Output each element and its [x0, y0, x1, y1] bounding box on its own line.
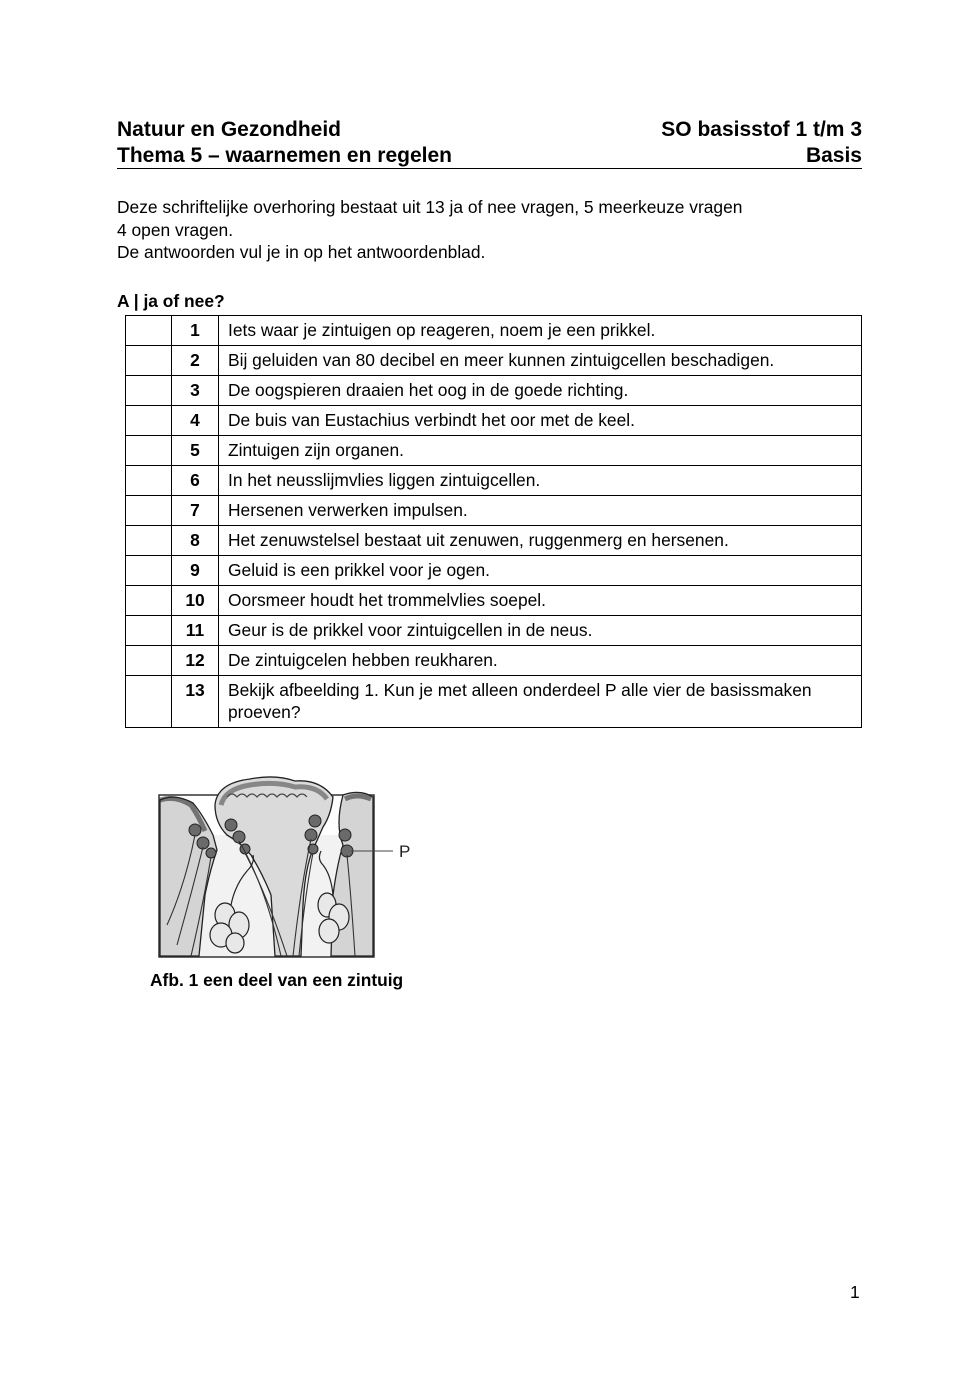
question-row [126, 346, 862, 376]
taste-bud-figure [155, 775, 415, 960]
question-row [126, 556, 862, 586]
answer-cell [126, 346, 172, 376]
question-number: 4 [172, 406, 219, 436]
header-bottom-row [117, 143, 862, 169]
question-text: In het neusslijmvlies liggen zintuigcellen. [219, 466, 862, 496]
intro-line-3: De antwoorden vul je in op het antwoordenblad. [117, 242, 486, 262]
intro-line-2: 4 open vragen. [117, 219, 234, 240]
question-row [126, 526, 862, 556]
questions-table-body [126, 316, 862, 728]
question-number: 3 [172, 376, 219, 406]
question-row [126, 466, 862, 496]
intro-text [117, 196, 857, 264]
subject-title: Natuur en Gezondheid [117, 118, 342, 141]
taste-bud [225, 819, 237, 831]
answer-cell [126, 526, 172, 556]
question-number: 2 [172, 346, 219, 376]
question-text: Iets waar je zintuigen op reageren, noem je een prikkel. [219, 316, 862, 346]
taste-bud [339, 829, 351, 841]
question-number: 11 [172, 616, 219, 646]
answer-cell [126, 436, 172, 466]
question-text: Bekijk afbeelding 1. Kun je met alleen onderdeel P alle vier de basissmaken proeven? [219, 676, 862, 728]
question-row [126, 436, 862, 466]
question-text: Geur is de prikkel voor zintuigcellen in de neus. [219, 616, 862, 646]
question-row [126, 646, 862, 676]
taste-bud [189, 824, 201, 836]
question-row [126, 406, 862, 436]
answer-cell [126, 676, 172, 728]
header-top-row [117, 116, 862, 143]
question-number: 9 [172, 556, 219, 586]
question-row [126, 376, 862, 406]
label-p: P [399, 842, 411, 861]
question-text: Bij geluiden van 80 decibel en meer kunnen zintuigcellen beschadigen. [219, 346, 862, 376]
answer-cell [126, 466, 172, 496]
page-number: 1 [850, 1282, 860, 1302]
question-text: De oogspieren draaien het oog in de goede richting. [219, 376, 862, 406]
question-number: 1 [172, 316, 219, 346]
answer-cell [126, 406, 172, 436]
question-text: De zintuigcelen hebben reukharen. [219, 646, 862, 676]
gland-lobe [226, 933, 244, 953]
question-number: 10 [172, 586, 219, 616]
question-text: Het zenuwstelsel bestaat uit zenuwen, ruggenmerg en hersenen. [219, 526, 862, 556]
question-text: Geluid is een prikkel voor je ogen. [219, 556, 862, 586]
question-text: De buis van Eustachius verbindt het oor met de keel. [219, 406, 862, 436]
question-text: Hersenen verwerken impulsen. [219, 496, 862, 526]
answer-cell [126, 316, 172, 346]
question-number: 12 [172, 646, 219, 676]
question-row [126, 316, 862, 346]
section-a-title: A | ja of nee? [117, 291, 225, 311]
question-row [126, 616, 862, 646]
document-header [117, 116, 862, 169]
theme-title: Thema 5 – waarnemen en regelen [117, 144, 452, 167]
question-number: 5 [172, 436, 219, 466]
intro-line-1: Deze schriftelijke overhoring bestaat uit 13 ja of nee vragen, 5 meerkeuze vragen [117, 197, 743, 217]
tongue-papilla-illustration [155, 775, 415, 960]
question-text: Oorsmeer houdt het trommelvlies soepel. [219, 586, 862, 616]
question-number: 13 [172, 676, 219, 728]
question-number: 7 [172, 496, 219, 526]
answer-cell [126, 496, 172, 526]
answer-cell [126, 556, 172, 586]
figure-caption: Afb. 1 een deel van een zintuig [150, 970, 404, 990]
questions-table [125, 315, 862, 728]
question-row [126, 676, 862, 728]
level-label: Basis [805, 144, 862, 167]
question-number: 8 [172, 526, 219, 556]
question-row [126, 586, 862, 616]
taste-bud [309, 815, 321, 827]
answer-cell [126, 376, 172, 406]
gland-lobe [319, 919, 339, 943]
answer-cell [126, 586, 172, 616]
answer-cell [126, 646, 172, 676]
question-number: 6 [172, 466, 219, 496]
test-title: SO basisstof 1 t/m 3 [661, 118, 862, 141]
question-text: Zintuigen zijn organen. [219, 436, 862, 466]
answer-cell [126, 616, 172, 646]
question-row [126, 496, 862, 526]
taste-bud [206, 848, 216, 858]
